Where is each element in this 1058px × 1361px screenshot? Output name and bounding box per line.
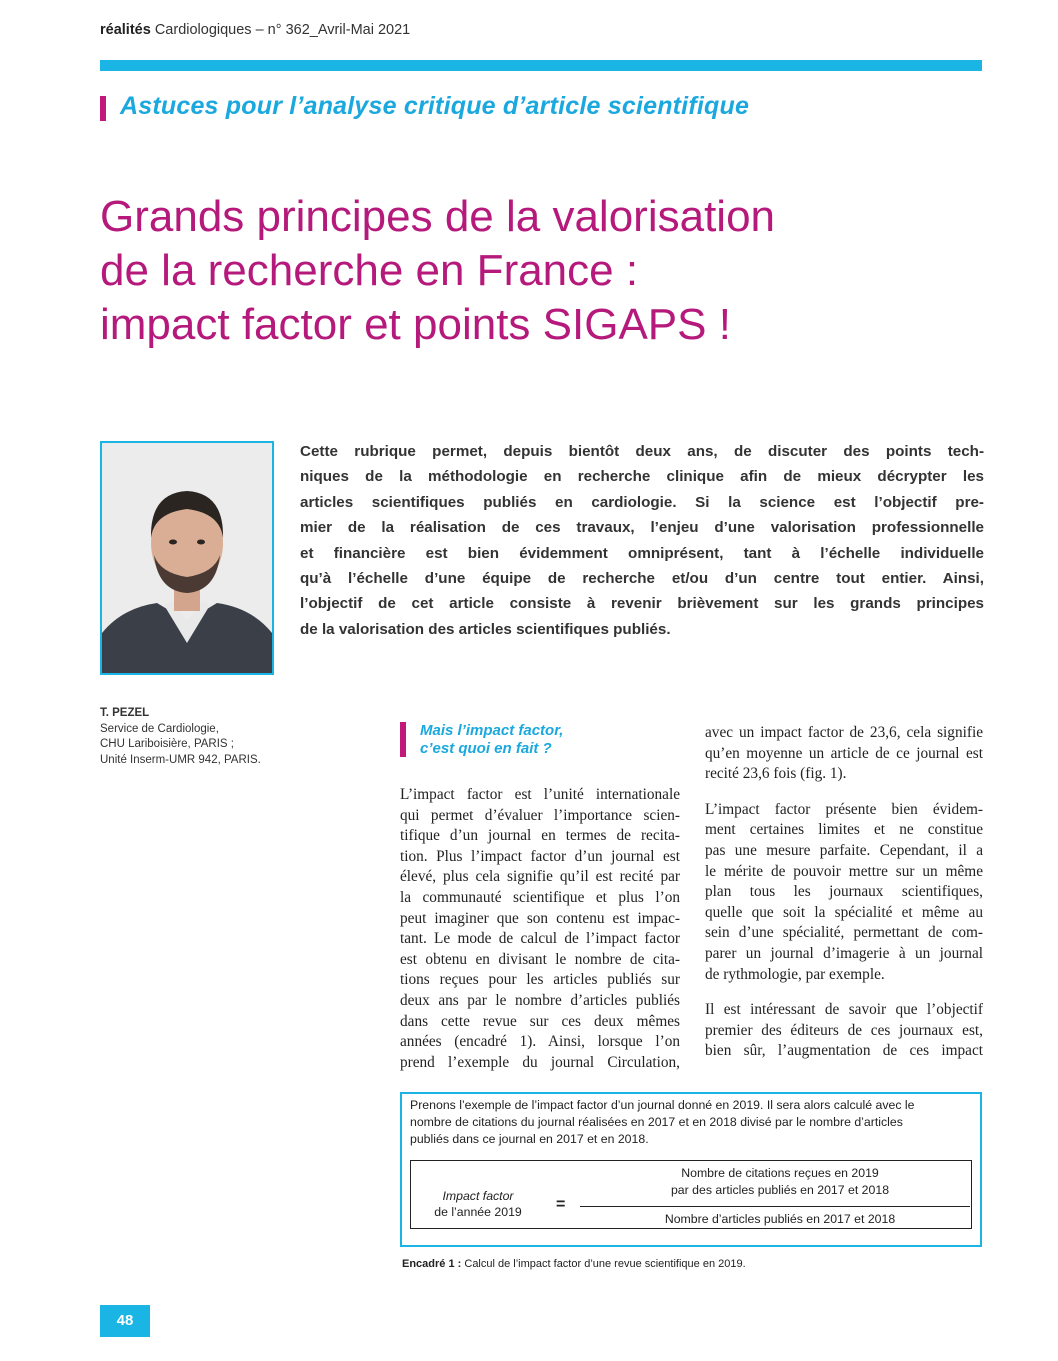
body-line: Il est intéressant de savoir que l’objectif (705, 1001, 983, 1019)
abstract-line: et financière est bien évidemment omniprésent, tant à l’échelle individuelle (300, 544, 984, 562)
author-name: T. PEZEL (100, 707, 150, 719)
body-line: pas une mesure parfaite. Cependant, il a (705, 841, 983, 859)
numerator-line: Nombre de citations reçues en 2019 (681, 1166, 879, 1180)
author-affiliation: CHU Lariboisière, PARIS ; (100, 738, 234, 750)
body-line: le mérite de pouvoir mettre sur un même (705, 862, 983, 880)
fraction-bar (580, 1206, 970, 1207)
body-line: plan tous les journaux scientifiques, (705, 883, 983, 901)
abstract-line: de la valorisation des articles scientifiques publiés. (300, 620, 671, 638)
formula-denominator: Nombre d’articles publiés en 2017 et 2018 (664, 1212, 896, 1226)
body-line: années (encadré 1). Ainsi, lorsque l’on (400, 1033, 680, 1051)
body-line: L’impact factor est l’unité internationale (400, 786, 680, 803)
journal-issue: Cardiologiques – n° 362_Avril-Mai 2021 (150, 22, 411, 38)
abstract-line: l’objectif de cet article consiste à revenir brièvement sur les grands principes (300, 595, 984, 613)
body-line: L’impact factor présente bien évidem- (705, 800, 983, 818)
body-line: de rythmologie, par exemple. (705, 965, 885, 983)
body-column-2 (705, 723, 983, 1062)
body-line: prend l’exemple du journal Circulation, (400, 1053, 680, 1071)
body-line: bien sûr, l’augmentation de ces impact (705, 1042, 983, 1060)
encadre-caption (402, 1258, 746, 1270)
encadre-line: publiés dans ce journal en 2017 et en 2018. (410, 1132, 649, 1146)
author-photo (100, 441, 274, 675)
formula-left-term (418, 1188, 538, 1220)
body-line: peut imaginer que son contenu est impac- (400, 909, 680, 927)
body-line: parer un journal d’imagerie à un journal (705, 944, 983, 962)
formula-left-line: de l’année 2019 (434, 1205, 522, 1219)
title-line: Grands principes de la valorisation (100, 192, 776, 241)
encadre-text (410, 1097, 972, 1148)
abstract (300, 439, 984, 642)
header-rule (100, 60, 982, 71)
body-line: la communauté scientifique et plus l’on (400, 888, 680, 906)
encadre-line: nombre de citations du journal réalisées en 2017 et en 2018 divisé par le nombre d’articles (410, 1115, 903, 1129)
title-line: impact factor et points SIGAPS ! (100, 300, 731, 349)
formula-equals: = (556, 1196, 566, 1213)
abstract-line: qu’à l’échelle d’une équipe de recherche et/ou d’un centre tout entier. Ainsi, (300, 570, 984, 588)
section-title-line: c’est quoi en fait ? (420, 740, 552, 757)
body-line: dans cette revue sur ces deux mêmes (400, 1012, 680, 1030)
body-line: ment certaines limites et ne constitue (705, 821, 983, 839)
body-line: élevé, plus cela signifie qu’il est recité par (400, 868, 680, 886)
article-title (100, 190, 920, 352)
journal-name: réalités (100, 22, 151, 38)
numerator-line: par des articles publiés en 2017 et 2018 (670, 1183, 890, 1197)
formula-numerator (600, 1165, 960, 1199)
body-line: sein d’une spécialité, permettant de com- (705, 924, 983, 942)
body-line: tions reçues pour les articles publiés sur (400, 971, 680, 989)
body-line: qui permet d’évaluer l’importance scien- (400, 806, 680, 824)
abstract-line: mier de la réalisation de ces travaux, l’enjeu d’une valorisation professionnelle (300, 519, 984, 537)
abstract-line: Cette rubrique permet, depuis bientôt deux ans, de discuter des points tech- (300, 443, 984, 460)
caption-text: Calcul de l’impact factor d’une revue scientifique en 2019. (464, 1258, 746, 1270)
caption-label: Encadré 1 : (402, 1258, 462, 1270)
author-block (100, 706, 261, 768)
body-column-1 (400, 785, 680, 1073)
body-line: recité 23,6 fois (fig. 1). (705, 765, 847, 783)
abstract-line: niques de la méthodologie en recherche clinique afin de mieux décrypter les (300, 468, 984, 486)
journal-header (100, 22, 410, 38)
author-portrait-image (102, 443, 272, 673)
formula-left-line: Impact factor (442, 1189, 514, 1203)
section-title (420, 722, 563, 758)
body-line: tifique d’un journal en termes de recita- (400, 827, 680, 845)
body-line: avec un impact factor de 23,6, cela signifie (705, 724, 983, 741)
author-affiliation: Unité Inserm-UMR 942, PARIS. (100, 753, 261, 766)
author-affiliation: Service de Cardiologie, (100, 722, 219, 735)
section-title-line: Mais l’impact factor, (420, 722, 564, 739)
page-number: 48 (100, 1305, 150, 1337)
encadre-line: Prenons l’exemple de l’impact factor d’un journal donné en 2019. Il sera alors calculé avec le (410, 1098, 915, 1112)
body-line: qu’en moyenne un article de ce journal est (705, 744, 983, 762)
body-line: premier des éditeurs de ces journaux est, (705, 1021, 983, 1039)
abstract-line: articles scientifiques publiés en cardiologie. Si la science est l’objectif pre- (300, 493, 984, 511)
rubric-marker (100, 96, 106, 121)
title-line: de la recherche en France : (100, 246, 639, 295)
body-line: tion. Plus l’impact factor d’un journal est (400, 847, 680, 865)
rubric-title: Astuces pour l’analyse critique d’article scientifique (120, 92, 750, 120)
section-marker (400, 722, 406, 757)
body-line: est obtenu en divisant le nombre de cita- (400, 950, 680, 968)
body-line: quelle que soit la spécialité et même au (705, 903, 983, 921)
body-line: deux ans par le nombre d’articles publiés (400, 991, 680, 1009)
body-line: tant. Le mode de calcul de l’impact factor (400, 930, 680, 948)
